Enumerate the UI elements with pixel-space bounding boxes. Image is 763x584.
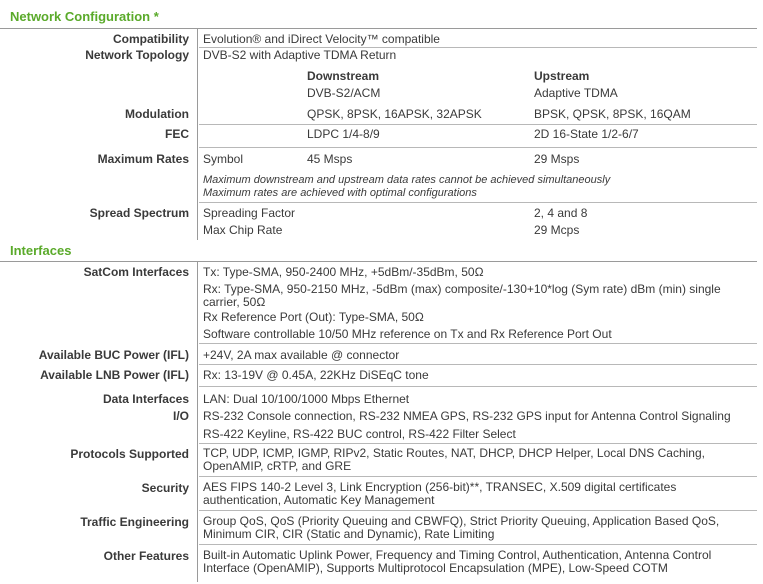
satcom-reference-port: Rx Reference Port (Out): Type-SMA, 50Ω [203, 310, 424, 324]
io-value-rs232: RS-232 Console connection, RS-232 NMEA GPS, RS-232 GPS input for Antenna Control Signaling [203, 409, 731, 423]
row-divider [199, 443, 757, 444]
satcom-interfaces-label: SatCom Interfaces [83, 265, 189, 279]
network-topology-value: DVB-S2 with Adaptive TDMA Return [203, 48, 397, 62]
max-chip-rate-label: Max Chip Rate [203, 223, 283, 237]
row-divider [199, 544, 757, 545]
spreading-factor-value: 2, 4 and 8 [534, 206, 588, 220]
network-config-column-divider [197, 29, 198, 240]
modulation-label: Modulation [125, 107, 189, 121]
security-value: AES FIPS 140-2 Level 3, Link Encryption (256-bit)**, TRANSEC, X.509 digital certificates authentication, Automatic Key Management [203, 480, 677, 507]
spread-spectrum-label: Spread Spectrum [89, 206, 189, 220]
row-divider [199, 364, 757, 365]
row-divider [199, 386, 757, 387]
satcom-software-reference: Software controllable 10/50 MHz reference on Tx and Rx Reference Port Out [203, 327, 612, 341]
io-value-rs422: RS-422 Keyline, RS-422 BUC control, RS-422 Filter Select [203, 427, 516, 441]
row-divider [199, 476, 757, 477]
fec-label: FEC [165, 127, 189, 141]
compatibility-label: Compatibility [112, 32, 189, 46]
network-config-rule [0, 28, 757, 29]
max-chip-rate-value: 29 Mcps [534, 223, 580, 237]
data-interfaces-value: LAN: Dual 10/100/1000 Mbps Ethernet [203, 392, 410, 406]
interfaces-rule [0, 261, 757, 262]
rates-note-simultaneous: Maximum downstream and upstream data rates cannot be achieved simultaneously [203, 174, 611, 186]
row-divider [199, 147, 757, 148]
security-label: Security [141, 481, 189, 495]
network-config-heading: Network Configuration * [10, 9, 159, 24]
traffic-engineering-label: Traffic Engineering [80, 515, 189, 529]
fec-downstream: LDPC 1/4-8/9 [307, 127, 380, 141]
rates-upstream: 29 Msps [534, 152, 580, 166]
row-divider [199, 202, 757, 203]
row-divider [199, 124, 757, 125]
traffic-engineering-value: Group QoS, QoS (Priority Queuing and CBWFQ), Strict Priority Queuing, Application Based QoS, Minimum CIR, CIR (Static and Dynamic), Rate Limiting [203, 514, 720, 541]
protocols-value: TCP, UDP, ICMP, IGMP, RIPv2, Static Routes, NAT, DHCP, DHCP Helper, Local DNS Caching, OpenAMIP, cRTP, and GRE [203, 446, 705, 473]
upstream-header: Upstream [534, 69, 590, 83]
fec-upstream: 2D 16-State 1/2-6/7 [534, 127, 639, 141]
buc-power-value: +24V, 2A max available @ connector [203, 348, 400, 362]
network-topology-label: Network Topology [85, 48, 189, 62]
protocols-label: Protocols Supported [70, 447, 189, 461]
row-divider [199, 510, 757, 511]
spreading-factor-label: Spreading Factor [203, 206, 296, 220]
other-features-value: Built-in Automatic Uplink Power, Frequency and Timing Control, Authentication, Antenna Control Interface (OpenAMIP), Supports Multiprotocol Encapsulation (MPE), Low-Speed COTM [203, 548, 712, 575]
satcom-tx: Tx: Type-SMA, 950-2400 MHz, +5dBm/-35dBm, 50Ω [203, 265, 484, 279]
lnb-power-label: Available LNB Power (IFL) [40, 368, 189, 382]
io-label: I/O [172, 409, 189, 423]
upstream-subheader: Adaptive TDMA [534, 86, 618, 100]
rates-downstream: 45 Msps [307, 152, 353, 166]
interfaces-heading: Interfaces [10, 243, 72, 258]
modulation-upstream: BPSK, QPSK, 8PSK, 16QAM [534, 107, 691, 121]
satcom-rx: Rx: Type-SMA, 950-2150 MHz, -5dBm (max) composite/-130+10*log (Sym rate) dBm (min) single carrier, 50Ω [203, 282, 721, 309]
other-features-label: Other Features [103, 549, 189, 563]
downstream-subheader: DVB-S2/ACM [307, 86, 381, 100]
rates-note-optimal: Maximum rates are achieved with optimal configurations [203, 187, 477, 199]
rates-symbol-label: Symbol [203, 152, 244, 166]
modulation-downstream: QPSK, 8PSK, 16APSK, 32APSK [307, 107, 482, 121]
lnb-power-value: Rx: 13-19V @ 0.45A, 22KHz DiSEqC tone [203, 368, 429, 382]
data-interfaces-label: Data Interfaces [102, 392, 189, 406]
compatibility-value: Evolution® and iDirect Velocity™ compatible [203, 32, 440, 46]
row-divider [199, 343, 757, 344]
downstream-header: Downstream [307, 69, 380, 83]
maximum-rates-label: Maximum Rates [97, 152, 189, 166]
interfaces-column-divider [197, 262, 198, 582]
buc-power-label: Available BUC Power (IFL) [38, 348, 189, 362]
